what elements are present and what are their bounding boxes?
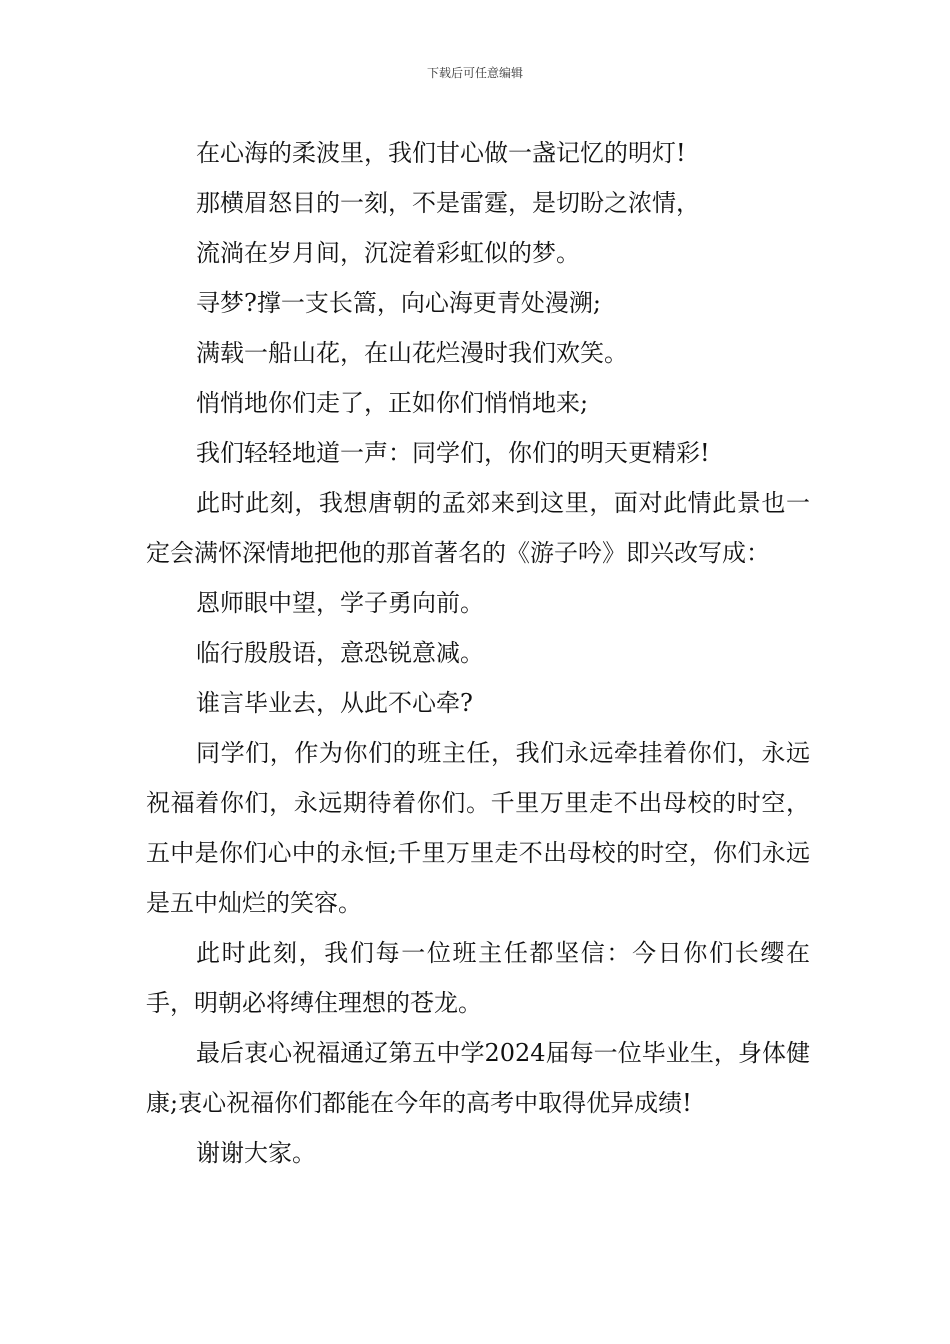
paragraph: 此时此刻，我想唐朝的孟郊来到这里，面对此情此景也一定会满怀深情地把他的那首著名的《游子吟》即兴改写成：: [146, 489, 810, 567]
paragraph: 在心海的柔波里，我们甘心做一盏记忆的明灯!: [196, 139, 686, 167]
paragraph: 那横眉怒目的一刻，不是雷霆，是切盼之浓情，: [196, 189, 700, 217]
paragraph: 临行殷殷语，意恐锐意减。: [196, 639, 484, 667]
paragraph: 最后衷心祝福通辽第五中学2024届每一位毕业生，身体健康;衷心祝福你们都能在今年的高考中取得优异成绩!: [146, 1039, 810, 1117]
paragraph: 寻梦?撑一支长篙，向心海更青处漫溯;: [196, 289, 601, 317]
paragraph: 悄悄地你们走了，正如你们悄悄地来;: [196, 389, 589, 417]
paragraph: 谁言毕业去，从此不心牵?: [196, 689, 473, 717]
paragraph: 谢谢大家。: [196, 1139, 316, 1167]
paragraph: 同学们，作为你们的班主任，我们永远牵挂着你们，永远祝福着你们，永远期待着你们。千里万里走不出母校的时空，五中是你们心中的永恒;千里万里走不出母校的时空，你们永远是五中灿烂的笑容。: [146, 739, 810, 917]
document-body: [146, 128, 810, 1178]
paragraph: 满载一船山花，在山花烂漫时我们欢笑。: [196, 339, 628, 367]
paragraph: 恩师眼中望，学子勇向前。: [196, 589, 484, 617]
page-header-note: 下载后可任意编辑: [426, 66, 523, 80]
paragraph: 我们轻轻地道一声：同学们，你们的明天更精彩!: [196, 439, 710, 467]
paragraph: 流淌在岁月间，沉淀着彩虹似的梦。: [196, 239, 580, 267]
paragraph: 此时此刻，我们每一位班主任都坚信：今日你们长缨在手，明朝必将缚住理想的苍龙。: [146, 939, 810, 1017]
